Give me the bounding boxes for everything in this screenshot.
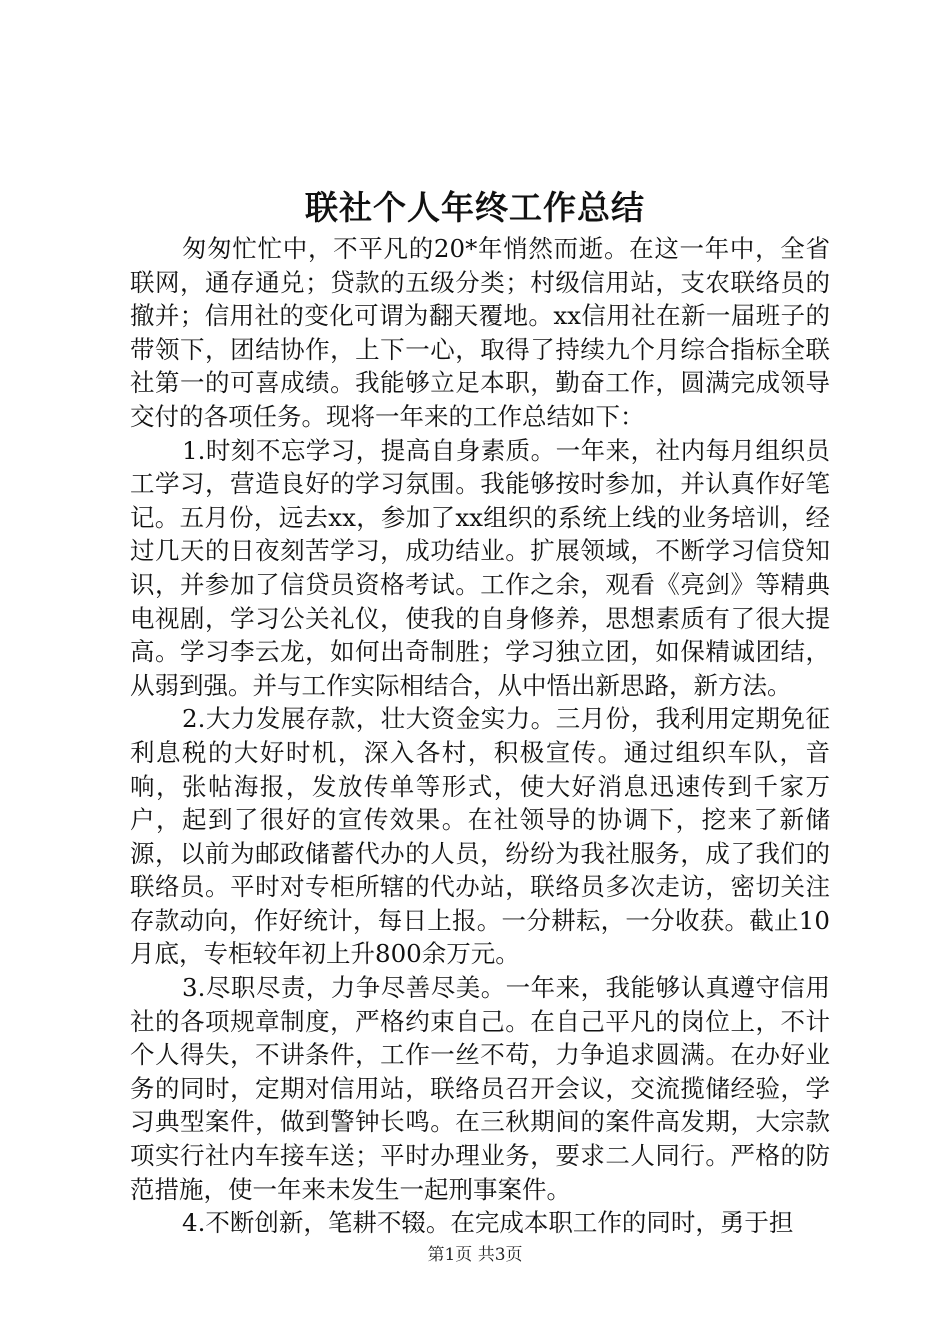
paragraph-item-4: 4.不断创新，笔耕不辍。在完成本职工作的同时，勇于担 (182, 1208, 794, 1238)
paragraph-intro: 匆匆忙忙中，不平凡的20*年悄然而逝。在这一年中，全省联网，通存通兑；贷款的五级分类；村级信用站，支农联络员的撤并；信用社的变化可谓为翻天覆地。xx信用社在新一届班子的带领下，团结协作，上下一心，取得了持续九个月综合指标全联社第一的可喜成绩。我能够立足本职，勤奋工作，圆满完成领导交付的各项任务。现将一年来的工作总结如下： (130, 234, 830, 431)
paragraph-item-3: 3.尽职尽责，力争尽善尽美。一年来，我能够认真遵守信用社的各项规章制度，严格约束自己。在自己平凡的岗位上，不计个人得失，不讲条件，工作一丝不苟，力争追求圆满。在办好业务的同时，定期对信用站，联络员召开会议，交流揽储经验，学习典型案件，做到警钟长鸣。在三秋期间的案件高发期，大宗款项实行社内车接车送；平时办理业务，要求二人同行。严格的防范措施，使一年来未发生一起刑事案件。 (130, 973, 830, 1204)
document-body (130, 232, 830, 1240)
paragraph-item-1: 1.时刻不忘学习，提高自身素质。一年来，社内每月组织员工学习，营造良好的学习氛围。我能够按时参加，并认真作好笔记。五月份，远去xx，参加了xx组织的系统上线的业务培训，经过几天的日夜刻苦学习，成功结业。扩展领域，不断学习信贷知识，并参加了信贷员资格考试。工作之余，观看《亮剑》等精典电视剧，学习公关礼仪，使我的自身修养，思想素质有了很大提高。学习李云龙，如何出奇制胜；学习独立团，如保精诚团结，从弱到强。并与工作实际相结合，从中悟出新思路，新方法。 (130, 435, 830, 700)
paragraph-item-2: 2.大力发展存款，壮大资金实力。三月份，我利用定期免征利息税的大好时机，深入各村，积极宣传。通过组织车队，音响，张帖海报，发放传单等形式，使大好消息迅速传到千家万户，起到了很好的宣传效果。在社领导的协调下，挖来了新储源，以前为邮政储蓄代办的人员，纷纷为我社服务，成了我们的联络员。平时对专柜所辖的代办站，联络员多次走访，密切关注存款动向，作好统计，每日上报。一分耕耘，一分收获。截止10月底，专柜较年初上升800余万元。 (130, 704, 830, 969)
page-footer: 第1页 共3页 (427, 1245, 523, 1265)
document-title: 联社个人年终工作总结 (305, 188, 645, 227)
